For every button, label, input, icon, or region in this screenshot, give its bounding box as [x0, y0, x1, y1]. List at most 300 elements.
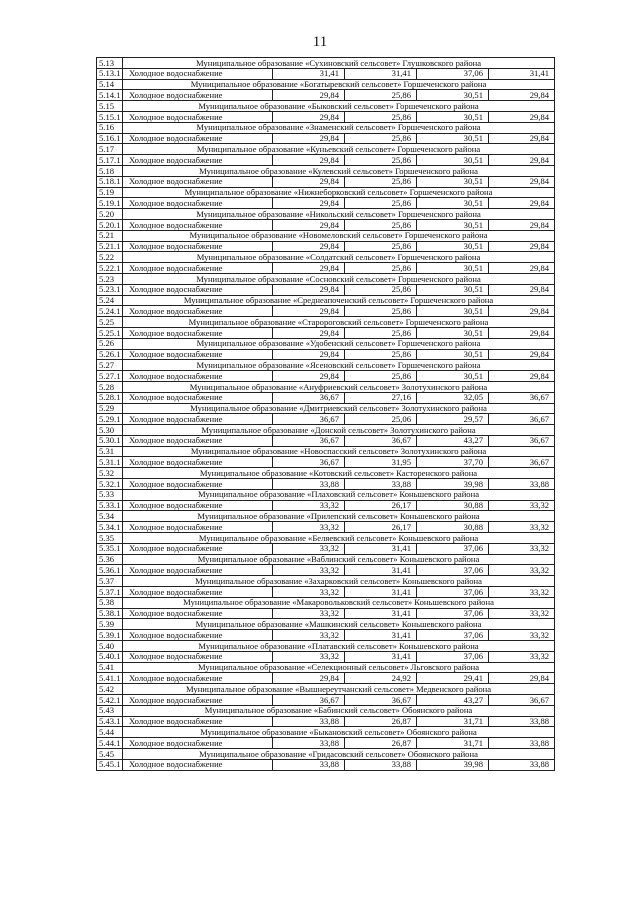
municipality-row	[97, 403, 555, 414]
service-label: Холодное водоснабжение	[123, 327, 273, 338]
tariff-row	[97, 263, 555, 274]
tariff-row	[97, 284, 555, 295]
tariff-value-3: 37,06	[417, 630, 489, 641]
tariff-value-3: 30,51	[417, 133, 489, 144]
municipality-row	[97, 425, 555, 436]
municipality-title: Муниципальное образование «Ваблинский сельсовет» Коньшевского района	[123, 554, 555, 565]
tariff-value-4: 33,88	[489, 759, 555, 770]
service-label: Холодное водоснабжение	[123, 263, 273, 274]
row-code: 5.25.1	[97, 327, 123, 338]
tariff-row	[97, 522, 555, 533]
tariff-value-3: 30,51	[417, 241, 489, 252]
tariff-value-4: 29,84	[489, 371, 555, 382]
tariff-value-2: 25,86	[345, 133, 417, 144]
municipality-title: Муниципальное образование «Прилепский сельсовет» Коньшевского района	[123, 511, 555, 522]
tariff-value-4: 29,84	[489, 241, 555, 252]
row-code: 5.39	[97, 619, 123, 630]
tariff-value-2: 25,86	[345, 349, 417, 360]
service-label: Холодное водоснабжение	[123, 695, 273, 706]
tariff-value-4: 29,84	[489, 155, 555, 166]
tariff-value-3: 30,51	[417, 349, 489, 360]
row-code: 5.13	[97, 58, 123, 69]
tariff-value-2: 31,41	[345, 565, 417, 576]
tariff-value-3: 32,05	[417, 392, 489, 403]
row-code: 5.36.1	[97, 565, 123, 576]
row-code: 5.18.1	[97, 176, 123, 187]
tariff-value-2: 31,41	[345, 608, 417, 619]
tariff-row	[97, 479, 555, 490]
tariff-value-3: 30,51	[417, 306, 489, 317]
row-code: 5.40	[97, 641, 123, 652]
municipality-title: Муниципальное образование «Куньевский сельсовет» Горшеченского района	[123, 144, 555, 155]
tariff-value-1: 36,67	[273, 435, 345, 446]
row-code: 5.20	[97, 209, 123, 220]
service-label: Холодное водоснабжение	[123, 738, 273, 749]
municipality-title: Муниципальное образование «Удобенский сельсовет» Горшеченского района	[123, 338, 555, 349]
row-code: 5.17	[97, 144, 123, 155]
row-code: 5.37	[97, 576, 123, 587]
tariff-row	[97, 587, 555, 598]
tariff-value-1: 29,84	[273, 673, 345, 684]
tariff-value-4: 29,84	[489, 673, 555, 684]
municipality-title: Муниципальное образование «Макаровольковский сельсовет» Коньшевского района	[123, 597, 555, 608]
row-code: 5.22	[97, 252, 123, 263]
row-code: 5.34	[97, 511, 123, 522]
tariff-value-2: 31,41	[345, 630, 417, 641]
row-code: 5.32	[97, 468, 123, 479]
municipality-row	[97, 295, 555, 306]
municipality-title: Муниципальное образование «Котовский сельсовет» Касторенского района	[123, 468, 555, 479]
row-code: 5.27.1	[97, 371, 123, 382]
row-code: 5.36	[97, 554, 123, 565]
row-code: 5.37.1	[97, 587, 123, 598]
tariff-value-1: 33,32	[273, 522, 345, 533]
service-label: Холодное водоснабжение	[123, 371, 273, 382]
tariff-row	[97, 673, 555, 684]
tariff-row	[97, 414, 555, 425]
service-label: Холодное водоснабжение	[123, 759, 273, 770]
service-label: Холодное водоснабжение	[123, 349, 273, 360]
row-code: 5.23.1	[97, 284, 123, 295]
tariff-row	[97, 306, 555, 317]
tariff-row	[97, 198, 555, 209]
tariff-value-4: 33,88	[489, 738, 555, 749]
tariff-row	[97, 608, 555, 619]
tariff-row	[97, 349, 555, 360]
row-code: 5.33.1	[97, 500, 123, 511]
municipality-title: Муниципальное образование «Гридасовский сельсовет» Обоянского района	[123, 749, 555, 760]
municipality-row	[97, 381, 555, 392]
tariff-value-4: 29,84	[489, 349, 555, 360]
service-label: Холодное водоснабжение	[123, 435, 273, 446]
row-code: 5.39.1	[97, 630, 123, 641]
service-label: Холодное водоснабжение	[123, 392, 273, 403]
tariff-value-4: 33,32	[489, 587, 555, 598]
tariff-value-1: 29,84	[273, 133, 345, 144]
municipality-row	[97, 662, 555, 673]
row-code: 5.15	[97, 101, 123, 112]
tariff-value-4: 29,84	[489, 263, 555, 274]
row-code: 5.28.1	[97, 392, 123, 403]
page-number: 11	[312, 34, 328, 50]
tariff-value-4: 33,32	[489, 500, 555, 511]
tariff-row	[97, 695, 555, 706]
tariff-value-2: 26,87	[345, 738, 417, 749]
municipality-row	[97, 684, 555, 695]
tariff-value-3: 30,51	[417, 198, 489, 209]
municipality-row	[97, 79, 555, 90]
tariff-value-3: 29,41	[417, 673, 489, 684]
municipality-row	[97, 641, 555, 652]
tariff-row	[97, 90, 555, 101]
row-code: 5.41	[97, 662, 123, 673]
row-code: 5.26	[97, 338, 123, 349]
tariff-value-1: 31,41	[273, 68, 345, 79]
municipality-title: Муниципальное образование «Солдатский сельсовет» Горшеченского района	[123, 252, 555, 263]
row-code: 5.21.1	[97, 241, 123, 252]
tariff-value-3: 30,51	[417, 284, 489, 295]
tariff-value-1: 29,84	[273, 349, 345, 360]
tariff-value-2: 25,86	[345, 241, 417, 252]
service-label: Холодное водоснабжение	[123, 500, 273, 511]
municipality-title: Муниципальное образование «Донской сельсовет» Золотухинского района	[123, 425, 555, 436]
tariff-value-3: 30,51	[417, 371, 489, 382]
tariff-row	[97, 457, 555, 468]
tariff-value-4: 29,84	[489, 111, 555, 122]
tariff-value-4: 33,32	[489, 608, 555, 619]
service-label: Холодное водоснабжение	[123, 284, 273, 295]
tariff-row	[97, 392, 555, 403]
tariff-value-3: 30,88	[417, 500, 489, 511]
service-label: Холодное водоснабжение	[123, 673, 273, 684]
tariff-value-4: 33,32	[489, 651, 555, 662]
tariff-value-2: 25,06	[345, 414, 417, 425]
tariff-value-3: 43,27	[417, 695, 489, 706]
tariff-value-1: 29,84	[273, 90, 345, 101]
municipality-title: Муниципальное образование «Захарковский сельсовет» Коньшевского района	[123, 576, 555, 587]
service-label: Холодное водоснабжение	[123, 479, 273, 490]
tariff-value-2: 36,67	[345, 435, 417, 446]
tariff-value-4: 29,84	[489, 90, 555, 101]
municipality-row	[97, 576, 555, 587]
tariff-value-4: 29,84	[489, 133, 555, 144]
tariff-value-3: 30,51	[417, 111, 489, 122]
municipality-row	[97, 360, 555, 371]
tariff-value-1: 33,88	[273, 716, 345, 727]
tariff-value-1: 29,84	[273, 371, 345, 382]
municipality-title: Муниципальное образование «Нижнеборковский сельсовет» Горшеченского района	[123, 187, 555, 198]
service-label: Холодное водоснабжение	[123, 198, 273, 209]
municipality-title: Муниципальное образование «Быковский сельсовет» Горшеченского района	[123, 101, 555, 112]
tariff-value-4: 33,88	[489, 716, 555, 727]
tariff-value-1: 33,32	[273, 587, 345, 598]
municipality-row	[97, 165, 555, 176]
tariff-table	[96, 57, 555, 771]
tariff-value-1: 36,67	[273, 392, 345, 403]
row-code: 5.35.1	[97, 543, 123, 554]
tariff-row	[97, 716, 555, 727]
municipality-title: Муниципальное образование «Сухиновский сельсовет» Глушковского района	[123, 58, 555, 69]
municipality-row	[97, 554, 555, 565]
tariff-value-2: 33,88	[345, 479, 417, 490]
row-code: 5.31	[97, 446, 123, 457]
row-code: 5.13.1	[97, 68, 123, 79]
municipality-row	[97, 489, 555, 500]
municipality-row	[97, 727, 555, 738]
tariff-value-4: 29,84	[489, 219, 555, 230]
tariff-value-2: 27,16	[345, 392, 417, 403]
tariff-value-1: 29,84	[273, 198, 345, 209]
municipality-title: Муниципальное образование «Новомеловский сельсовет» Горшеченского района	[123, 230, 555, 241]
service-label: Холодное водоснабжение	[123, 565, 273, 576]
row-code: 5.14.1	[97, 90, 123, 101]
tariff-value-3: 37,06	[417, 565, 489, 576]
tariff-value-1: 33,32	[273, 651, 345, 662]
municipality-row	[97, 468, 555, 479]
service-label: Холодное водоснабжение	[123, 587, 273, 598]
tariff-value-1: 33,32	[273, 608, 345, 619]
row-code: 5.28	[97, 381, 123, 392]
tariff-value-2: 25,86	[345, 263, 417, 274]
tariff-value-2: 25,86	[345, 90, 417, 101]
tariff-value-4: 29,84	[489, 327, 555, 338]
row-code: 5.17.1	[97, 155, 123, 166]
tariff-row	[97, 630, 555, 641]
municipality-title: Муниципальное образование «Быкановский сельсовет» Обоянского района	[123, 727, 555, 738]
row-code: 5.44.1	[97, 738, 123, 749]
tariff-value-4: 29,84	[489, 198, 555, 209]
municipality-row	[97, 705, 555, 716]
tariff-value-4: 31,41	[489, 68, 555, 79]
row-code: 5.30	[97, 425, 123, 436]
tariff-value-1: 29,84	[273, 306, 345, 317]
municipality-title: Муниципальное образование «Плаховский сельсовет» Коньшевского района	[123, 489, 555, 500]
tariff-table-body	[97, 58, 555, 771]
row-code: 5.43	[97, 705, 123, 716]
service-label: Холодное водоснабжение	[123, 414, 273, 425]
tariff-value-2: 31,41	[345, 543, 417, 554]
municipality-row	[97, 209, 555, 220]
tariff-value-3: 39,98	[417, 759, 489, 770]
service-label: Холодное водоснабжение	[123, 111, 273, 122]
tariff-value-3: 29,57	[417, 414, 489, 425]
municipality-row	[97, 446, 555, 457]
service-label: Холодное водоснабжение	[123, 651, 273, 662]
municipality-row	[97, 749, 555, 760]
tariff-value-1: 36,67	[273, 695, 345, 706]
tariff-value-3: 30,51	[417, 90, 489, 101]
tariff-value-4: 29,84	[489, 176, 555, 187]
row-code: 5.20.1	[97, 219, 123, 230]
service-label: Холодное водоснабжение	[123, 543, 273, 554]
service-label: Холодное водоснабжение	[123, 219, 273, 230]
service-label: Холодное водоснабжение	[123, 306, 273, 317]
row-code: 5.38	[97, 597, 123, 608]
row-code: 5.16	[97, 122, 123, 133]
municipality-row	[97, 533, 555, 544]
municipality-title: Муниципальное образование «Богатыревский сельсовет» Горшеченского района	[123, 79, 555, 90]
municipality-title: Муниципальное образование «Беляевский сельсовет» Коньшевского района	[123, 533, 555, 544]
tariff-value-3: 37,06	[417, 587, 489, 598]
tariff-value-1: 33,32	[273, 630, 345, 641]
row-code: 5.30.1	[97, 435, 123, 446]
tariff-row	[97, 543, 555, 554]
row-code: 5.26.1	[97, 349, 123, 360]
tariff-value-1: 29,84	[273, 241, 345, 252]
service-label: Холодное водоснабжение	[123, 241, 273, 252]
row-code: 5.16.1	[97, 133, 123, 144]
tariff-value-3: 30,51	[417, 176, 489, 187]
service-label: Холодное водоснабжение	[123, 176, 273, 187]
tariff-value-3: 30,51	[417, 263, 489, 274]
tariff-value-4: 36,67	[489, 457, 555, 468]
row-code: 5.29.1	[97, 414, 123, 425]
tariff-value-1: 33,88	[273, 759, 345, 770]
row-code: 5.41.1	[97, 673, 123, 684]
tariff-value-2: 36,67	[345, 695, 417, 706]
tariff-value-2: 31,41	[345, 587, 417, 598]
tariff-row	[97, 155, 555, 166]
tariff-row	[97, 759, 555, 770]
service-label: Холодное водоснабжение	[123, 90, 273, 101]
tariff-value-2: 24,92	[345, 673, 417, 684]
tariff-value-4: 33,32	[489, 565, 555, 576]
row-code: 5.24	[97, 295, 123, 306]
tariff-value-3: 31,71	[417, 716, 489, 727]
tariff-row	[97, 133, 555, 144]
tariff-value-2: 26,17	[345, 500, 417, 511]
service-label: Холодное водоснабжение	[123, 522, 273, 533]
service-label: Холодное водоснабжение	[123, 68, 273, 79]
tariff-value-3: 37,06	[417, 68, 489, 79]
row-code: 5.32.1	[97, 479, 123, 490]
tariff-value-4: 29,84	[489, 306, 555, 317]
tariff-value-1: 33,32	[273, 543, 345, 554]
tariff-value-4: 33,32	[489, 543, 555, 554]
tariff-value-3: 37,06	[417, 651, 489, 662]
tariff-value-4: 36,67	[489, 435, 555, 446]
tariff-row	[97, 176, 555, 187]
row-code: 5.15.1	[97, 111, 123, 122]
tariff-value-3: 43,27	[417, 435, 489, 446]
municipality-title: Муниципальное образование «Никольский сельсовет» Горшеченского района	[123, 209, 555, 220]
municipality-title: Муниципальное образование «Дмитриевский сельсовет» Золотухинского района	[123, 403, 555, 414]
municipality-title: Муниципальное образование «Бабинский сельсовет» Обоянского района	[123, 705, 555, 716]
row-code: 5.23	[97, 273, 123, 284]
municipality-row	[97, 317, 555, 328]
tariff-row	[97, 241, 555, 252]
row-code: 5.22.1	[97, 263, 123, 274]
tariff-value-1: 33,88	[273, 738, 345, 749]
tariff-value-3: 31,71	[417, 738, 489, 749]
tariff-value-3: 37,06	[417, 608, 489, 619]
tariff-value-4: 33,88	[489, 479, 555, 490]
service-label: Холодное водоснабжение	[123, 630, 273, 641]
tariff-value-1: 29,84	[273, 176, 345, 187]
tariff-value-2: 25,86	[345, 327, 417, 338]
row-code: 5.34.1	[97, 522, 123, 533]
row-code: 5.33	[97, 489, 123, 500]
tariff-value-2: 25,86	[345, 176, 417, 187]
tariff-value-2: 25,86	[345, 371, 417, 382]
municipality-row	[97, 273, 555, 284]
tariff-value-4: 33,32	[489, 522, 555, 533]
municipality-row	[97, 511, 555, 522]
municipality-title: Муниципальное образование «Среднеапоченский сельсовет» Горшеченского района	[123, 295, 555, 306]
tariff-value-3: 37,06	[417, 543, 489, 554]
tariff-value-2: 33,88	[345, 759, 417, 770]
service-label: Холодное водоснабжение	[123, 133, 273, 144]
tariff-value-1: 29,84	[273, 327, 345, 338]
tariff-value-2: 25,86	[345, 198, 417, 209]
row-code: 5.35	[97, 533, 123, 544]
tariff-value-2: 31,41	[345, 68, 417, 79]
tariff-value-3: 30,51	[417, 219, 489, 230]
tariff-value-1: 29,84	[273, 284, 345, 295]
municipality-row	[97, 122, 555, 133]
tariff-value-1: 29,84	[273, 155, 345, 166]
tariff-value-3: 30,51	[417, 155, 489, 166]
municipality-title: Муниципальное образование «Ясеновский сельсовет» Горшеченского района	[123, 360, 555, 371]
tariff-value-1: 33,88	[273, 479, 345, 490]
row-code: 5.38.1	[97, 608, 123, 619]
tariff-row	[97, 738, 555, 749]
row-code: 5.21	[97, 230, 123, 241]
row-code: 5.43.1	[97, 716, 123, 727]
tariff-value-1: 33,32	[273, 500, 345, 511]
row-code: 5.18	[97, 165, 123, 176]
municipality-title: Муниципальное образование «Машкинский сельсовет» Коньшевского района	[123, 619, 555, 630]
service-label: Холодное водоснабжение	[123, 608, 273, 619]
tariff-value-4: 36,67	[489, 695, 555, 706]
row-code: 5.31.1	[97, 457, 123, 468]
tariff-value-4: 36,67	[489, 414, 555, 425]
tariff-value-1: 36,67	[273, 457, 345, 468]
tariff-row	[97, 219, 555, 230]
tariff-value-1: 29,84	[273, 263, 345, 274]
municipality-title: Муниципальное образование «Селекционный сельсовет» Льговского района	[123, 662, 555, 673]
municipality-row	[97, 597, 555, 608]
tariff-row	[97, 565, 555, 576]
service-label: Холодное водоснабжение	[123, 457, 273, 468]
tariff-value-3: 30,88	[417, 522, 489, 533]
row-code: 5.40.1	[97, 651, 123, 662]
tariff-row	[97, 435, 555, 446]
municipality-row	[97, 230, 555, 241]
row-code: 5.27	[97, 360, 123, 371]
tariff-row	[97, 500, 555, 511]
tariff-value-3: 37,70	[417, 457, 489, 468]
municipality-row	[97, 338, 555, 349]
tariff-value-3: 39,98	[417, 479, 489, 490]
tariff-value-1: 29,84	[273, 111, 345, 122]
tariff-value-2: 26,17	[345, 522, 417, 533]
municipality-row	[97, 144, 555, 155]
tariff-value-2: 25,86	[345, 111, 417, 122]
tariff-value-4: 33,32	[489, 630, 555, 641]
row-code: 5.42	[97, 684, 123, 695]
tariff-value-2: 31,95	[345, 457, 417, 468]
tariff-value-2: 31,41	[345, 651, 417, 662]
tariff-value-2: 25,86	[345, 284, 417, 295]
tariff-value-2: 26,87	[345, 716, 417, 727]
service-label: Холодное водоснабжение	[123, 716, 273, 727]
row-code: 5.45	[97, 749, 123, 760]
municipality-row	[97, 619, 555, 630]
tariff-value-4: 36,67	[489, 392, 555, 403]
tariff-value-1: 36,67	[273, 414, 345, 425]
municipality-title: Муниципальное образование «Кулевский сельсовет» Горшеченского района	[123, 165, 555, 176]
